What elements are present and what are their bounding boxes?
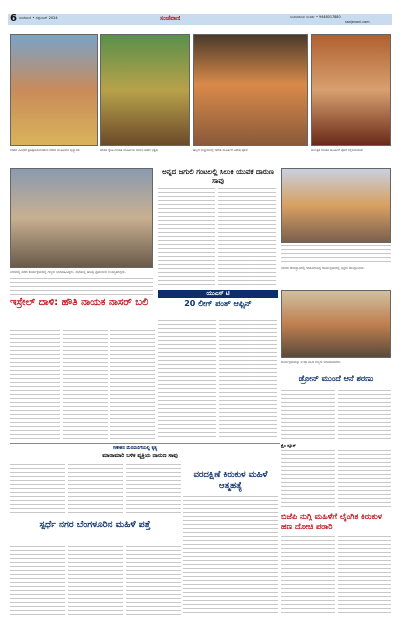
group-photo-caption: ನಗರದಲ್ಲಿ ನಡೆದ ಕಾರ್ಯಕ್ರಮದಲ್ಲಿ ಗಣ್ಯರು ಭಾಗವಹಿಸಿದ್ದರು. ಸಭೆಯಲ್ಲಿ ಹಲವು ಪ್ರಮುಖರು ಉಪಸ್ಥಿತರಿದ್ದರು. xyxy=(10,270,126,274)
ganesha-photo-3 xyxy=(193,34,308,146)
article-crime-col1 xyxy=(281,450,335,508)
article-us-col2 xyxy=(63,330,108,440)
headline-tree-death: ಅನ್ನದ ಜಗುಲಿ ಗಂಟಲಲ್ಲಿ ಸಿಲುಕಿ ಯುವಕ ದಾರುಣ ಸಾವು xyxy=(162,168,274,185)
photo-caption-3: ಹಬ್ಬದ ಸಂಭ್ರಮದಲ್ಲಿ ಗಣೇಶ ಮೂರ್ತಿಗೆ ವಿಶೇಷ ಪೂಜೆ xyxy=(193,148,248,152)
middle-subheadline: ಮಾರಾಮಾರಿ ಬಳಿಕ ವ್ಯಕ್ತಿಯ ದಾರುಣ ಸಾವು xyxy=(102,453,178,459)
article-t20-col2 xyxy=(219,320,277,440)
divider-middle xyxy=(10,443,280,444)
group-photo xyxy=(10,168,153,268)
masthead xyxy=(0,0,400,32)
article-crime-col2 xyxy=(338,450,391,508)
article-drone-col2 xyxy=(338,390,391,440)
headline-drone: ಡ್ರೋನ್ ಮುಂದೆ ಆನೆ ಶರಣು xyxy=(298,374,374,383)
article-middle-col2 xyxy=(68,464,123,516)
article-varadakshine xyxy=(183,496,278,616)
article-middle-col3 xyxy=(126,464,181,516)
headline-bengaluru: ಸ್ಪರ್ಧೆ ನಗರ ಬೆಂಗಳೂರಿನ ಮಹಿಳೆ ಪತ್ತೆ xyxy=(39,520,151,530)
ganesha-photo-1 xyxy=(10,34,98,146)
ceremony-caption: ಕಾರ್ಯಕ್ರಮವನ್ನು ಉದ್ಘಾಟಿಸಿದ ಗಣ್ಯರು ಮಾತನಾಡಿದರು. xyxy=(281,360,342,364)
article-tree-death xyxy=(158,188,215,288)
article-middle-col1 xyxy=(10,464,65,516)
page-number: 6 xyxy=(10,13,17,24)
article-bengaluru-col1 xyxy=(10,546,65,616)
article-bjp-col2 xyxy=(338,536,391,616)
photo-caption-4: ಅಲಂಕೃತ ಗಣಪತಿ ಮೂರ್ತಿಗೆ ಪೂಜೆ ಸಲ್ಲಿಸಲಾಯಿತು xyxy=(311,148,363,152)
byline-crime: ಕ್ರೈಂ ನ್ಯೂಸ್ xyxy=(281,443,296,448)
ceremony-photo xyxy=(281,290,391,358)
headline-t20: 20 ಲೀಗ್ ಪಂತ್ ಆಫ್ಸಿನ್ xyxy=(184,299,252,308)
t20-kicker: ಯುಎಸ್ ಟಿ xyxy=(158,290,278,298)
right-photo-caption-text: ನಗರದ ದೇವಸ್ಥಾನದಲ್ಲಿ ಆಯೋಜಿಸಿದ್ದ ಕಾರ್ಯಕ್ರಮದಲ್ಲಿ ಭಕ್ತರು ಪಾಲ್ಗೊಂಡರು. xyxy=(281,266,365,270)
article-bengaluru-col3 xyxy=(126,546,181,616)
group-photo-caption-lines xyxy=(10,278,153,296)
ganesha-photo-4 xyxy=(311,34,391,146)
article-bjp-col1 xyxy=(281,536,335,616)
article-bengaluru-col2 xyxy=(68,546,123,616)
photo-caption-2: ಪರಿಸರ ಸ್ನೇಹಿ ಗಣಪತಿ ಮೂರ್ತಿಯ ದರ್ಶನ ಪಡೆದ ಭಕ್ತರು xyxy=(100,148,159,152)
brand-logo: ಸಂಜೆವಾಣಿ xyxy=(160,15,181,22)
photo-caption-1: ನಗರದ ವಿವಿಧೆಡೆ ಪ್ರತಿಷ್ಠಾಪಿಸಲಾಗಿರುವ ಗಣೇಶ ಮೂರ್ತಿಗಳ ದೃಶ್ಯಾವಳಿ xyxy=(10,148,80,152)
website: sanjevani.com xyxy=(345,20,370,24)
registration-marks xyxy=(10,619,70,627)
article-us-col1 xyxy=(10,330,60,440)
article-tree-death-col2 xyxy=(218,188,276,288)
headline-varadakshine: ವರದಕ್ಷಿಣೆ ಕಿರುಕುಳ ಮಹಿಳೆ ಆತ್ಮಹತ್ಯೆ xyxy=(193,470,268,491)
right-event-photo xyxy=(281,168,391,243)
middle-kicker: ಗಣೇಶನ ಮೆರವಣಿಗೆಯಲ್ಲಿ ಕೃತ್ಯ xyxy=(112,446,158,451)
article-drone-col1 xyxy=(281,390,335,440)
headline-bjp: ಬಿಜೆಪಿ ನುಗ್ಗಿ ಮಹಿಳೆಗೆ ಲೈಂಗಿಕ ಕಿರುಕುಳ ಹಣ ದೋಚಿ ಪರಾರಿ xyxy=(281,512,382,531)
t20-box xyxy=(158,290,278,316)
right-photo-caption xyxy=(281,245,391,265)
contact-info: ಸಂಪಾದಕೀಯ ಸಂಪರ್ಕ • 9448017880 xyxy=(290,15,341,19)
article-t20-col1 xyxy=(158,320,216,440)
issue-info: ಸಂಜೆವಾಣಿ • ಸೆಪ್ಟೆಂಬರ್ 2024 xyxy=(19,16,58,20)
ganesha-photo-2 xyxy=(100,34,190,146)
article-us-col3 xyxy=(110,330,155,440)
registration-marks-right xyxy=(350,619,395,627)
headline-us-attack: ಇಸ್ರೇಲ್ ದಾಳಿ: ಹೌತಿ ನಾಯಕ ನಾಸರ್ ಬಲಿ xyxy=(10,297,149,308)
